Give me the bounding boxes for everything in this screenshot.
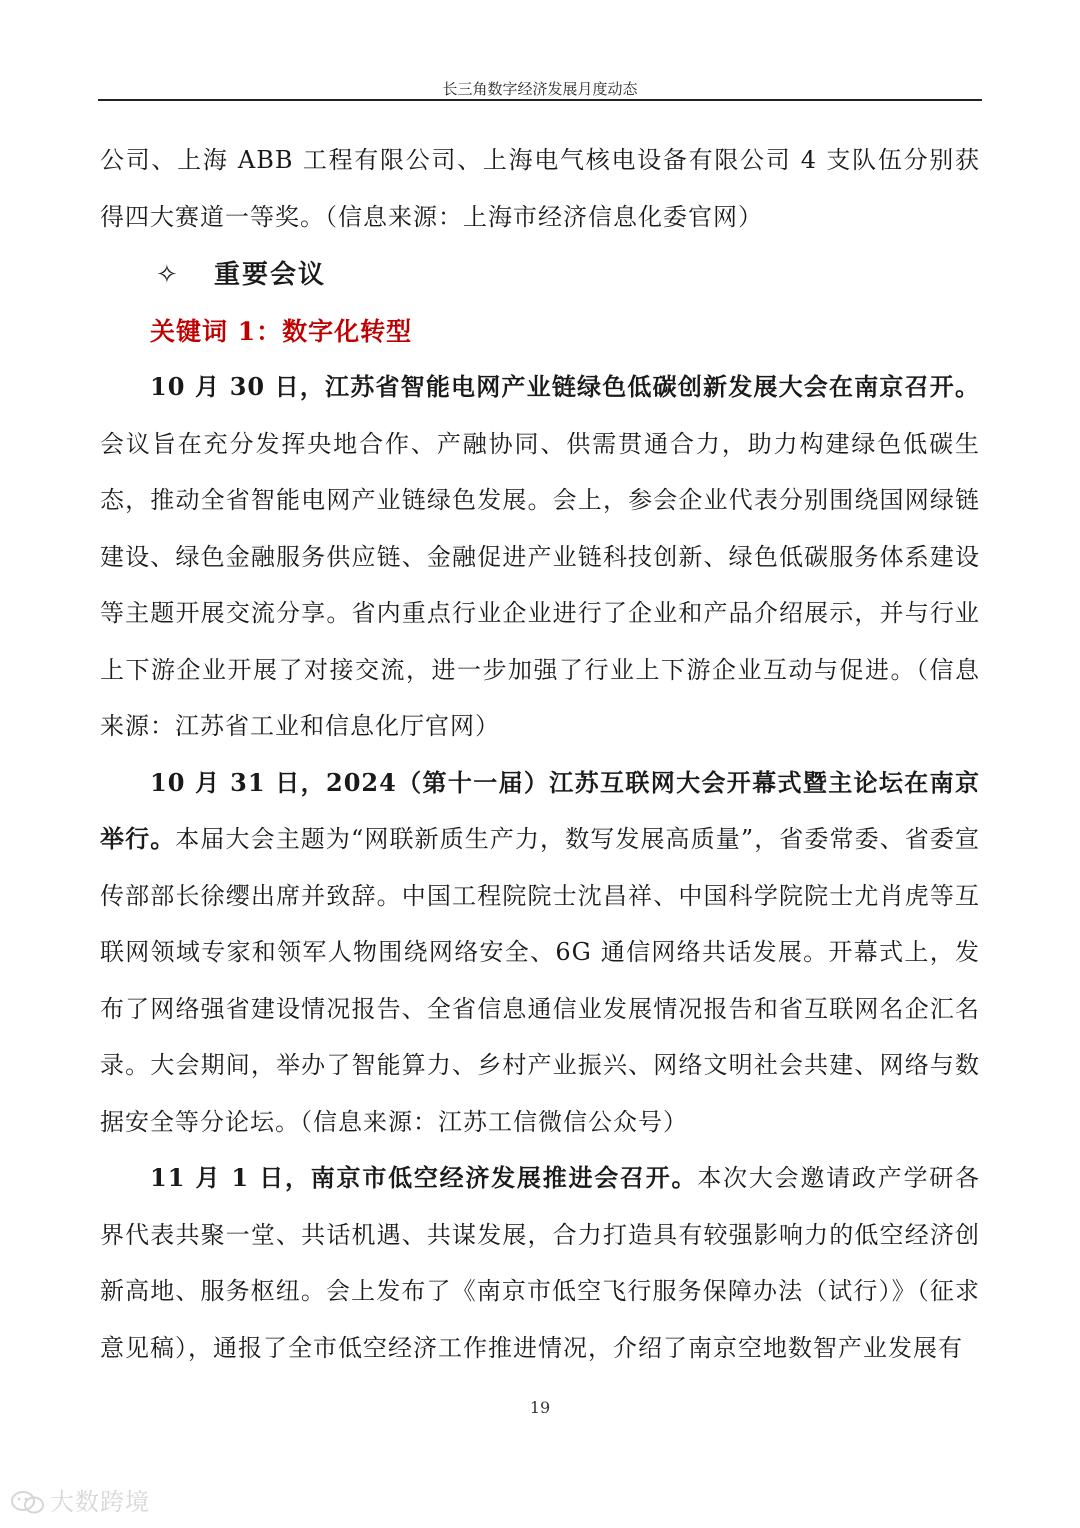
section-title: 重要会议 xyxy=(214,260,327,290)
watermark-text: 大数跨境 xyxy=(50,1488,150,1516)
article-body: 本次大会邀请政产学研各界代表共聚一堂、共话机遇、共谋发展，合力打造具有较强影响力的低空经济创新高地、服务枢纽。会上发布了《南京市低空飞行服务保障办法（试行）》（征求意见稿），通报了全市低空经济工作推进情况，介绍了南京空地数智产业发展有 xyxy=(100,1164,980,1362)
section-heading xyxy=(100,245,980,305)
article-lead: 11 月 1 日，南京市低空经济发展推进会召开。 xyxy=(150,1163,698,1192)
watermark xyxy=(10,1482,150,1517)
intro-paragraph: 公司、上海 ABB 工程有限公司、上海电气核电设备有限公司 4 支队伍分别获得四大赛道一等奖。（信息来源：上海市经济信息化委官网） xyxy=(100,146,980,231)
keyword-heading: 关键词 1：数字化转型 xyxy=(150,317,413,346)
wechat-logo-icon xyxy=(10,1490,46,1516)
diamond-outline-icon: ✧ xyxy=(156,260,180,290)
page-body xyxy=(100,132,980,1376)
running-header: 长三角数字经济发展月度动态 xyxy=(442,80,638,98)
article-lead: 10 月 31 日，2024（第十一届）江苏互联网大会开幕式暨主论坛在南京举行。 xyxy=(100,767,980,853)
article-paragraph xyxy=(100,359,980,755)
article-lead: 10 月 30 日，江苏省智能电网产业链绿色低碳创新发展大会在南京召开。 xyxy=(150,372,980,401)
article-paragraph xyxy=(100,755,980,1151)
article-paragraph xyxy=(100,1150,980,1376)
article-body: 本届大会主题为“网联新质生产力，数写发展高质量”，省委常委、省委宣传部部长徐缨出席并致辞。中国工程院院士沈昌祥、中国科学院院士尤肖虎等互联网领域专家和领军人物围绕网络安全、6G 通信网络共话发展。开幕式上，发布了网络强省建设情况报告、全省信息通信业发展情况报告和省互联网名企汇名录。大会期间，举办了智能算力、乡村产业振兴、网络文明社会共建、网络与数据安全等分论坛。（信息来源：江苏工信微信公众号） xyxy=(100,825,980,1136)
article-body: 会议旨在充分发挥央地合作、产融协同、供需贯通合力，助力构建绿色低碳生态，推动全省智能电网产业链绿色发展。会上，参会企业代表分别围绕国网绿链建设、绿色金融服务供应链、金融促进产业链科技创新、绿色低碳服务体系建设等主题开展交流分享。省内重点行业企业进行了企业和产品介绍展示，并与行业上下游企业开展了对接交流，进一步加强了行业上下游企业互动与促进。（信息来源：江苏省工业和信息化厅官网） xyxy=(100,429,980,740)
header-rule xyxy=(98,99,982,101)
page-number: 19 xyxy=(529,1398,551,1417)
